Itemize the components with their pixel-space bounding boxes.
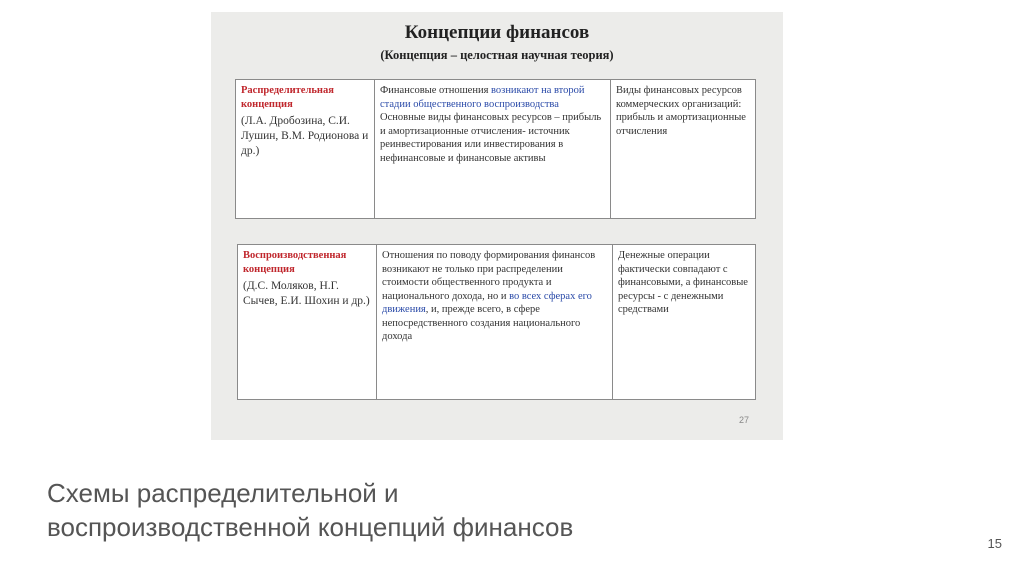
distributive-concept-table: [235, 79, 756, 219]
concept-description-cell: [375, 80, 611, 219]
concept-name-cell: [238, 245, 377, 400]
description-text: Отношения по поводу формирования финансов возникают не только при распределении стоимости общественного продукта и национального дохода, но и: [382, 250, 596, 302]
concept-resources-cell: [611, 80, 756, 219]
description-text: Финансовые отношения: [380, 85, 492, 96]
concept-resources-cell: [613, 245, 756, 400]
slide-image: [211, 12, 783, 440]
slide-caption: [47, 476, 573, 544]
concept-authors: (Л.А. Дробозина, С.И. Лушин, В.М. Родионова и др.): [241, 115, 369, 157]
description-text: , и, прежде всего, в сфере непосредственного создания национального дохода: [382, 304, 581, 342]
reproductive-concept-table: [237, 244, 756, 400]
description-text: Основные виды финансовых ресурсов – прибыль и амортизационные отчисления- источник реинвестирования или инвестирования в нефинансовые и финансовые активы: [380, 112, 602, 164]
image-subtitle: (Концепция – целостная научная теория): [380, 48, 614, 62]
concept-name-line: Распределительная: [241, 85, 334, 96]
description-highlight: во всех сферах его движения: [382, 290, 592, 315]
caption-line: воспроизводственной концепций финансов: [47, 512, 574, 542]
image-page-number: 27: [738, 415, 749, 425]
resources-text: Денежные операции фактически совпадают с финансовыми, а финансовые ресурсы - с денежными средствами: [618, 250, 748, 315]
concept-name-line: концепция: [241, 98, 293, 110]
table-row: [238, 245, 756, 400]
concept-name-line: Воспроизводственная: [243, 250, 347, 261]
concept-description-cell: [377, 245, 613, 400]
concept-name-line: концепция: [243, 263, 295, 275]
slide-number: 15: [987, 536, 1002, 551]
resources-text: Виды финансовых ресурсов коммерческих организаций: прибыль и амортизационные отчисления: [616, 85, 746, 137]
caption-line: Схемы распределительной и: [47, 478, 399, 508]
table-row: [236, 80, 756, 219]
concept-authors: (Д.С. Моляков, Н.Г. Сычев, Е.И. Шохин и др.): [243, 280, 370, 307]
image-title: Концепции финансов: [404, 22, 590, 43]
concept-name-cell: [236, 80, 375, 219]
description-highlight: возникают на второй стадии общественного воспроизводства: [380, 85, 585, 110]
